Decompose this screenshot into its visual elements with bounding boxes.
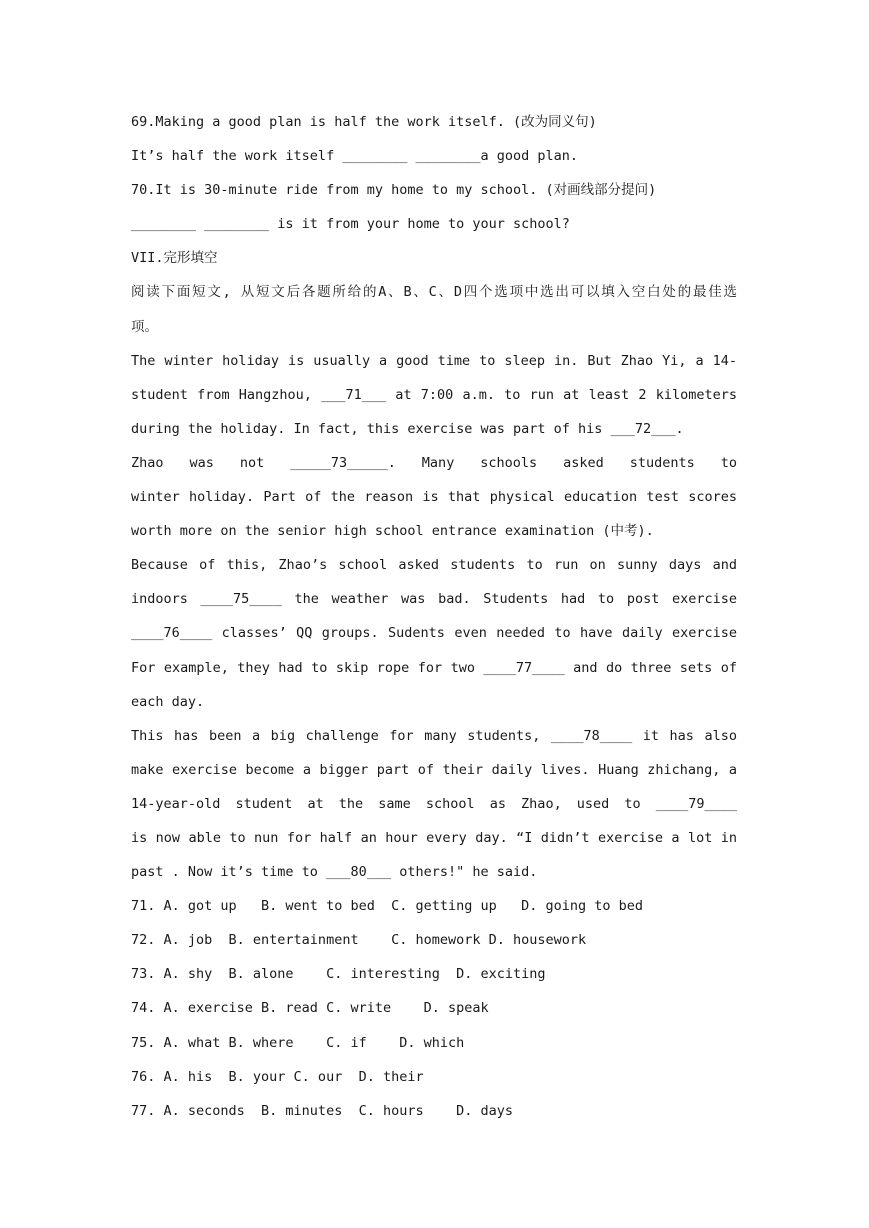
passage-line: ____76____ classes’ QQ groups. Sudents even needed to have daily exercise	[131, 625, 737, 642]
passage-line: Because of this, Zhao’s school asked students to run on sunny days and	[131, 557, 737, 574]
option-line-72: 72. A. job B. entertainment C. homework D. housework	[131, 932, 587, 949]
q69-prompt: 69.Making a good plan is half the work itself. (改为同义句)	[131, 114, 597, 130]
document-page	[131, 105, 737, 1128]
option-line-73: 73. A. shy B. alone C. interesting D. exciting	[131, 966, 546, 983]
passage-line: is now able to nun for half an hour every day. “I didn’t exercise a lot in	[131, 829, 737, 846]
q70-answer-line: ________ ________ is it from your home to your school?	[131, 216, 570, 233]
passage-line: This has been a big challenge for many students, ____78____ it has also	[131, 727, 737, 744]
option-line-75: 75. A. what B. where C. if D. which	[131, 1034, 465, 1051]
option-line-74: 74. A. exercise B. read C. write D. speak	[131, 1000, 489, 1017]
passage-line: worth more on the senior high school entrance examination (中考).	[131, 523, 654, 540]
section-heading: VII.完形填空	[131, 250, 218, 267]
passage-line: Zhao was not _____73_____. Many schools asked students to	[131, 454, 737, 471]
passage-line: during the holiday. In fact, this exercise was part of his ___72___.	[131, 420, 684, 437]
instructions-line-2: 项。	[131, 318, 158, 335]
passage-line: indoors ____75____ the weather was bad. Students had to post exercise	[131, 591, 737, 608]
passage-line: The winter holiday is usually a good time to sleep in. But Zhao Yi, a 14-	[131, 352, 737, 369]
passage-line: student from Hangzhou, ___71___ at 7:00 a.m. to run at least 2 kilometers	[131, 386, 737, 403]
q70-prompt: 70.It is 30-minute ride from my home to my school. (对画线部分提问)	[131, 182, 657, 199]
passage-line: each day.	[131, 693, 205, 710]
option-line-71: 71. A. got up B. went to bed C. getting up D. going to bed	[131, 898, 644, 915]
option-line-77: 77. A. seconds B. minutes C. hours D. days	[131, 1102, 514, 1119]
passage-line: past . Now it’s time to ___80___ others!" he said.	[131, 864, 538, 881]
passage-line: 14-year-old student at the same school as Zhao, used to ____79____	[131, 795, 737, 812]
q69-answer-line: It’s half the work itself ________ ________a good plan.	[131, 148, 579, 165]
passage-line: winter holiday. Part of the reason is that physical education test scores	[131, 489, 737, 506]
passage-line: make exercise become a bigger part of their daily lives. Huang zhichang, a	[131, 761, 737, 778]
option-line-76: 76. A. his B. your C. our D. their	[131, 1068, 424, 1085]
passage-line: For example, they had to skip rope for two ____77____ and do three sets of	[131, 659, 737, 676]
instructions-line-1: 阅读下面短文, 从短文后各题所给的A、B、C、D四个选项中选出可以填入空白处的最佳选	[131, 284, 737, 301]
